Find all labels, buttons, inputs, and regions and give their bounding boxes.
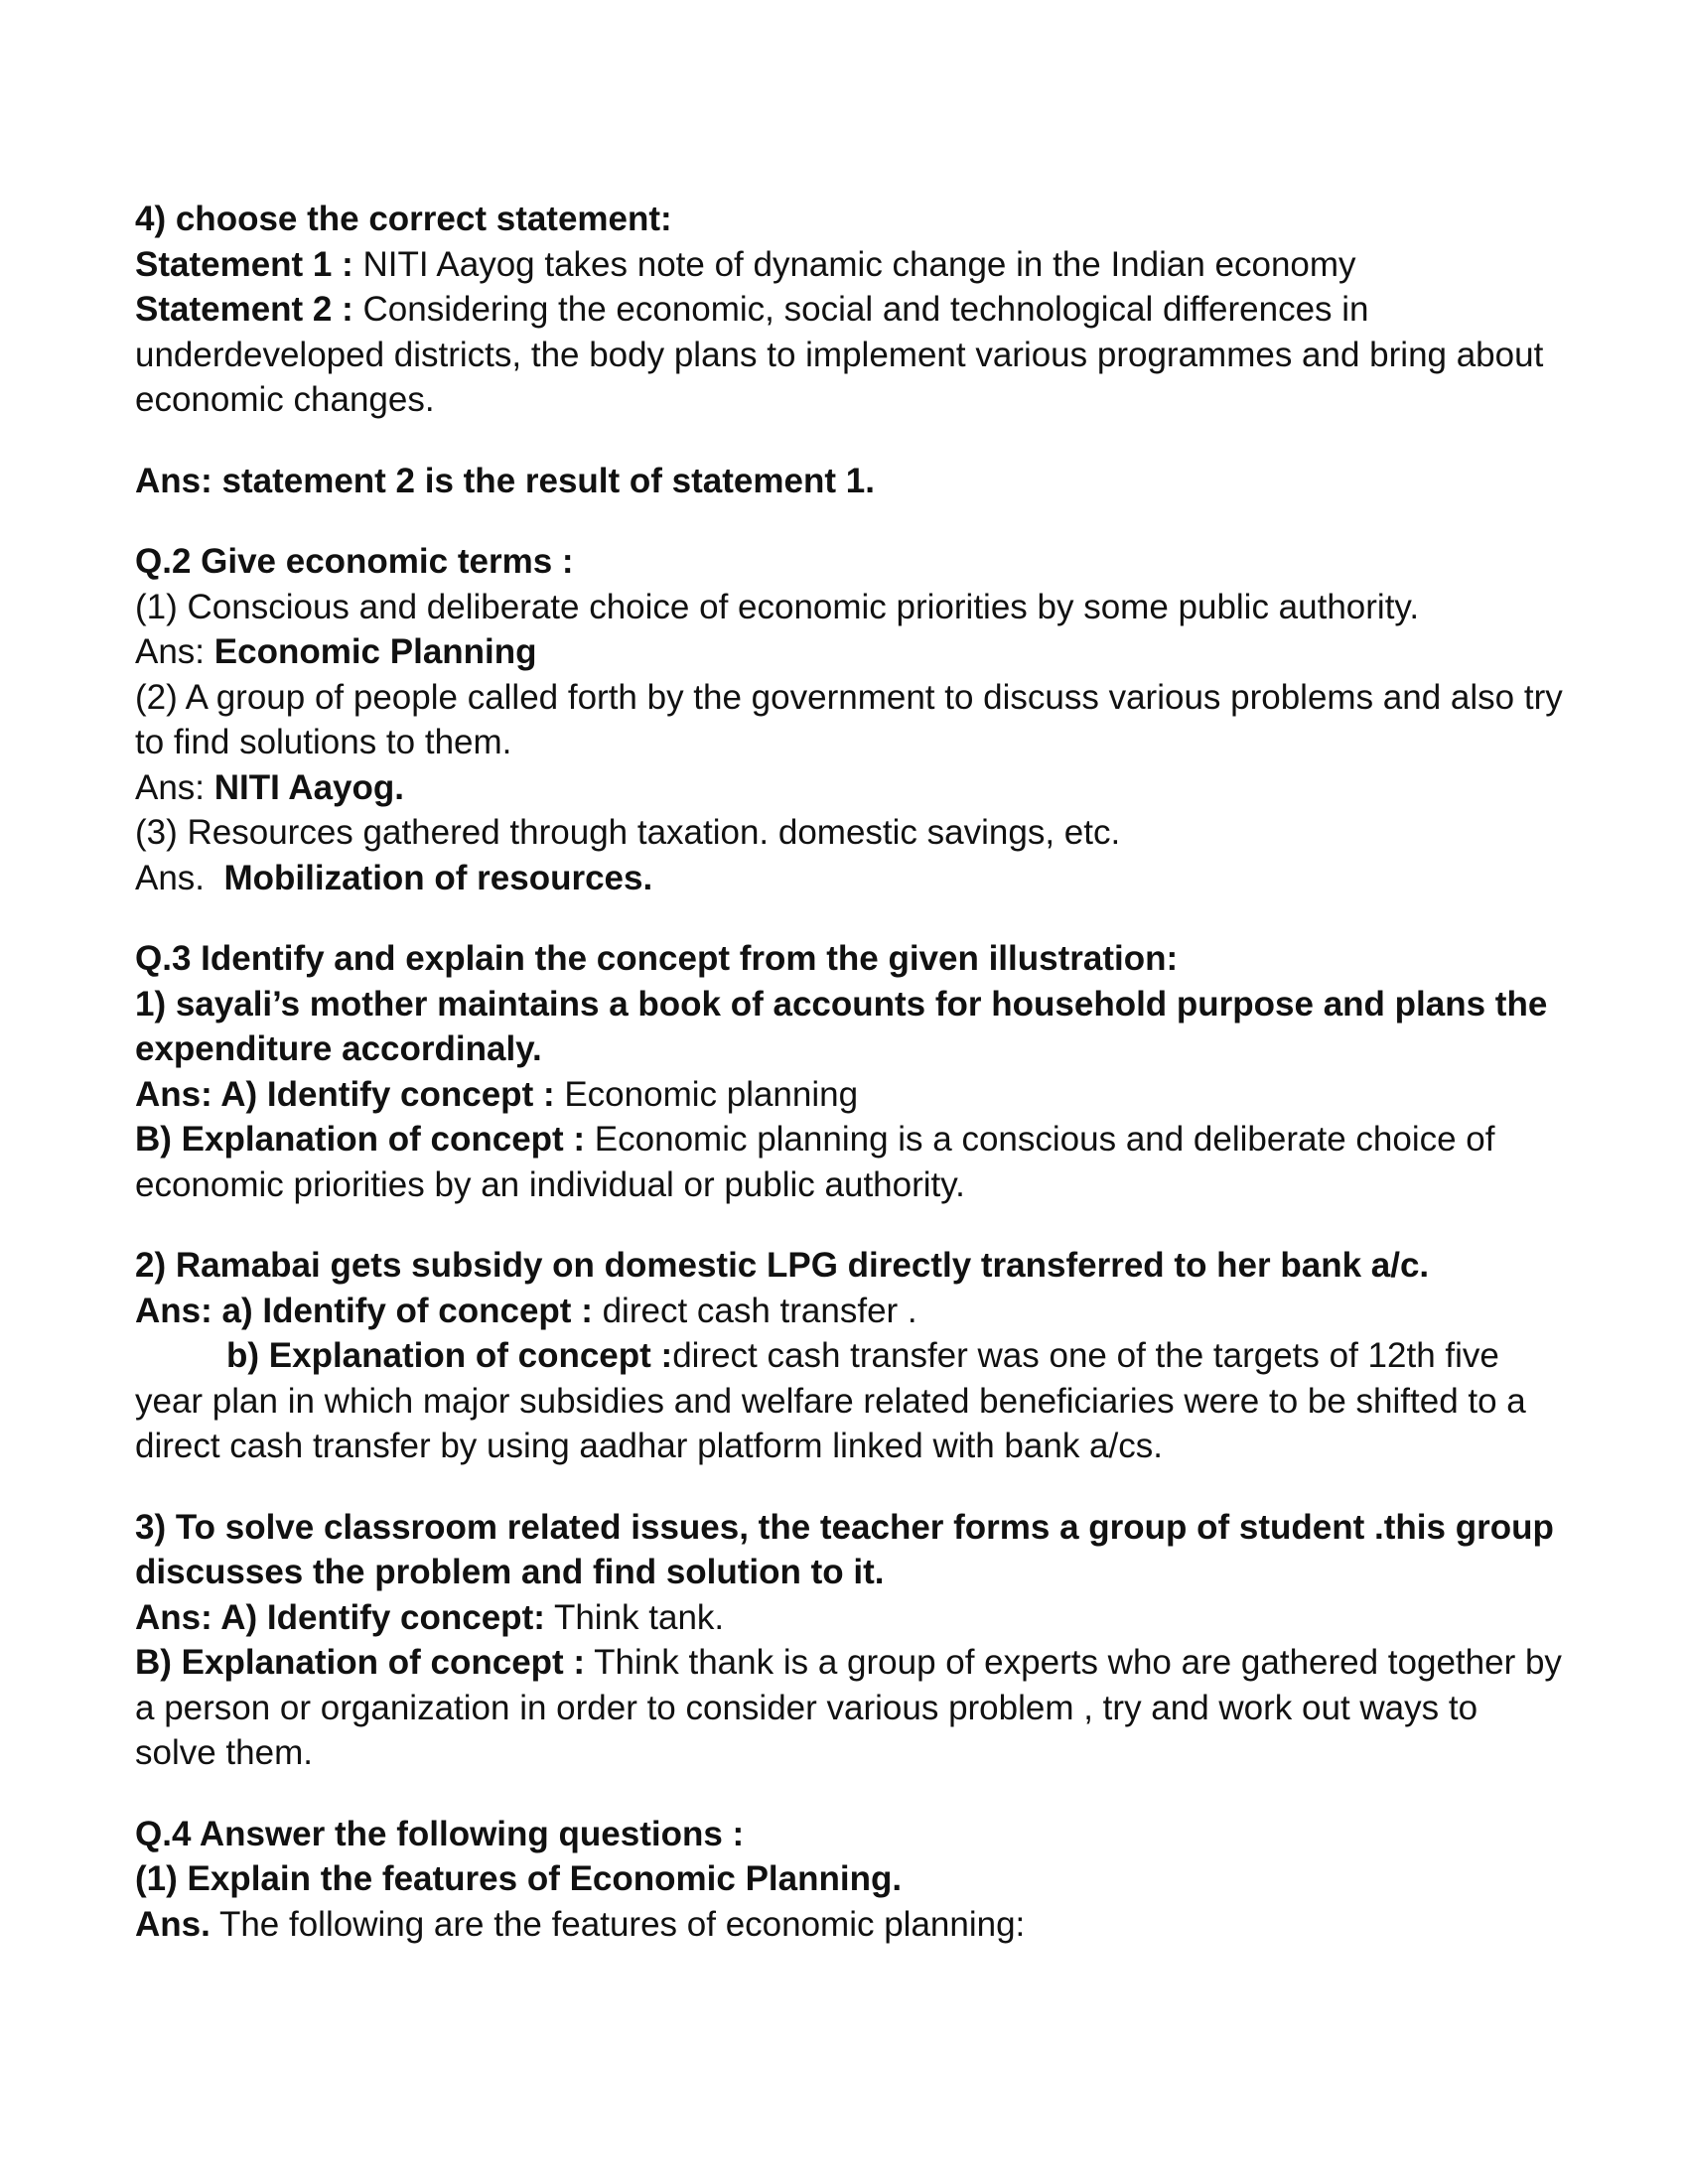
section-heading: Q.4 Answer the following questions :: [135, 1814, 745, 1853]
spacer: [135, 900, 1565, 936]
identify-value: Think tank.: [544, 1597, 725, 1637]
spacer: [135, 1207, 1565, 1243]
section-heading: Q.2 Give economic terms :: [135, 542, 574, 581]
answer-value: Mobilization of resources.: [223, 858, 653, 897]
term-answer: [135, 765, 1565, 811]
term-answer: [135, 629, 1565, 675]
identify-concept: [135, 1289, 1565, 1334]
illustration-question: 2) Ramabai gets subsidy on domestic LPG directly transferred to her bank a/c.: [135, 1246, 1430, 1285]
identify-value: Economic planning: [554, 1074, 859, 1114]
statement-2: [135, 287, 1565, 423]
answer-prefix: Ans:: [135, 767, 214, 807]
answer-label: Ans.: [135, 1904, 211, 1944]
spacer: [135, 423, 1565, 459]
explain-label: B) Explanation of concept :: [135, 1120, 586, 1159]
question-heading: 4) choose the correct statement:: [135, 200, 672, 238]
illustration-question: 3) To solve classroom related issues, the teacher forms a group of student .this group discusses the problem and find solution to it.: [135, 1507, 1554, 1591]
spacer: [135, 1776, 1565, 1812]
statement-text: Considering the economic, social and technological differences in underdeveloped districts, the body plans to implement various programmes and bring about economic changes.: [135, 290, 1544, 419]
document-page: [135, 197, 1565, 1947]
explain-concept: [135, 1333, 1565, 1469]
answer-value: Economic Planning: [213, 632, 537, 671]
answer-text: Ans: statement 2 is the result of statement 1.: [135, 461, 875, 500]
term-question: (1) Conscious and deliberate choice of economic priorities by some public authority.: [135, 587, 1420, 626]
explain-value: direct cash transfer was one of the targets of 12th five year plan in which major subsidies and welfare related beneficiaries were to be shifted to a direct cash transfer by using aadhar platform linked with bank a/cs.: [135, 1336, 1526, 1465]
answer-prefix: Ans.: [135, 858, 224, 897]
explain-label: b) Explanation of concept :: [226, 1336, 673, 1375]
answer-text: The following are the features of economic planning:: [210, 1904, 1026, 1944]
explain-concept: [135, 1640, 1565, 1776]
identify-label: Ans: a) Identify of concept :: [135, 1291, 593, 1330]
statement-label: Statement 2 :: [135, 290, 353, 329]
statement-1: [135, 242, 1565, 288]
explain-label: B) Explanation of concept :: [135, 1643, 586, 1682]
identify-label: Ans: A) Identify concept :: [135, 1074, 555, 1114]
term-question: (2) A group of people called forth by the government to discuss various problems and also try to find solutions to them.: [135, 677, 1563, 761]
section-heading: Q.3 Identify and explain the concept from the given illustration:: [135, 939, 1179, 978]
identify-value: direct cash transfer .: [592, 1291, 917, 1330]
explain-concept: [135, 1117, 1565, 1207]
spacer: [135, 503, 1565, 539]
statement-label: Statement 1 :: [135, 244, 353, 284]
answer-value: NITI Aayog.: [213, 767, 404, 807]
illustration-question: 1) sayali’s mother maintains a book of accounts for household purpose and plans the expenditure accordinaly.: [135, 984, 1548, 1068]
term-answer: [135, 856, 1565, 901]
identify-label: Ans: A) Identify concept:: [135, 1597, 545, 1637]
identify-concept: [135, 1595, 1565, 1641]
explain-value: Economic planning is a conscious and deliberate choice of economic priorities by an individual or public authority.: [135, 1120, 1495, 1204]
statement-text: NITI Aayog takes note of dynamic change in the Indian economy: [352, 244, 1356, 284]
identify-concept: [135, 1072, 1565, 1118]
spacer: [135, 1469, 1565, 1505]
answer-intro: [135, 1902, 1565, 1948]
term-question: (3) Resources gathered through taxation. domestic savings, etc.: [135, 813, 1121, 852]
answer-prefix: Ans:: [135, 632, 214, 671]
sub-question: (1) Explain the features of Economic Planning.: [135, 1859, 903, 1898]
explain-value: Think thank is a group of experts who are gathered together by a person or organization in order to consider various problem , try and work out ways to solve them.: [135, 1643, 1562, 1772]
